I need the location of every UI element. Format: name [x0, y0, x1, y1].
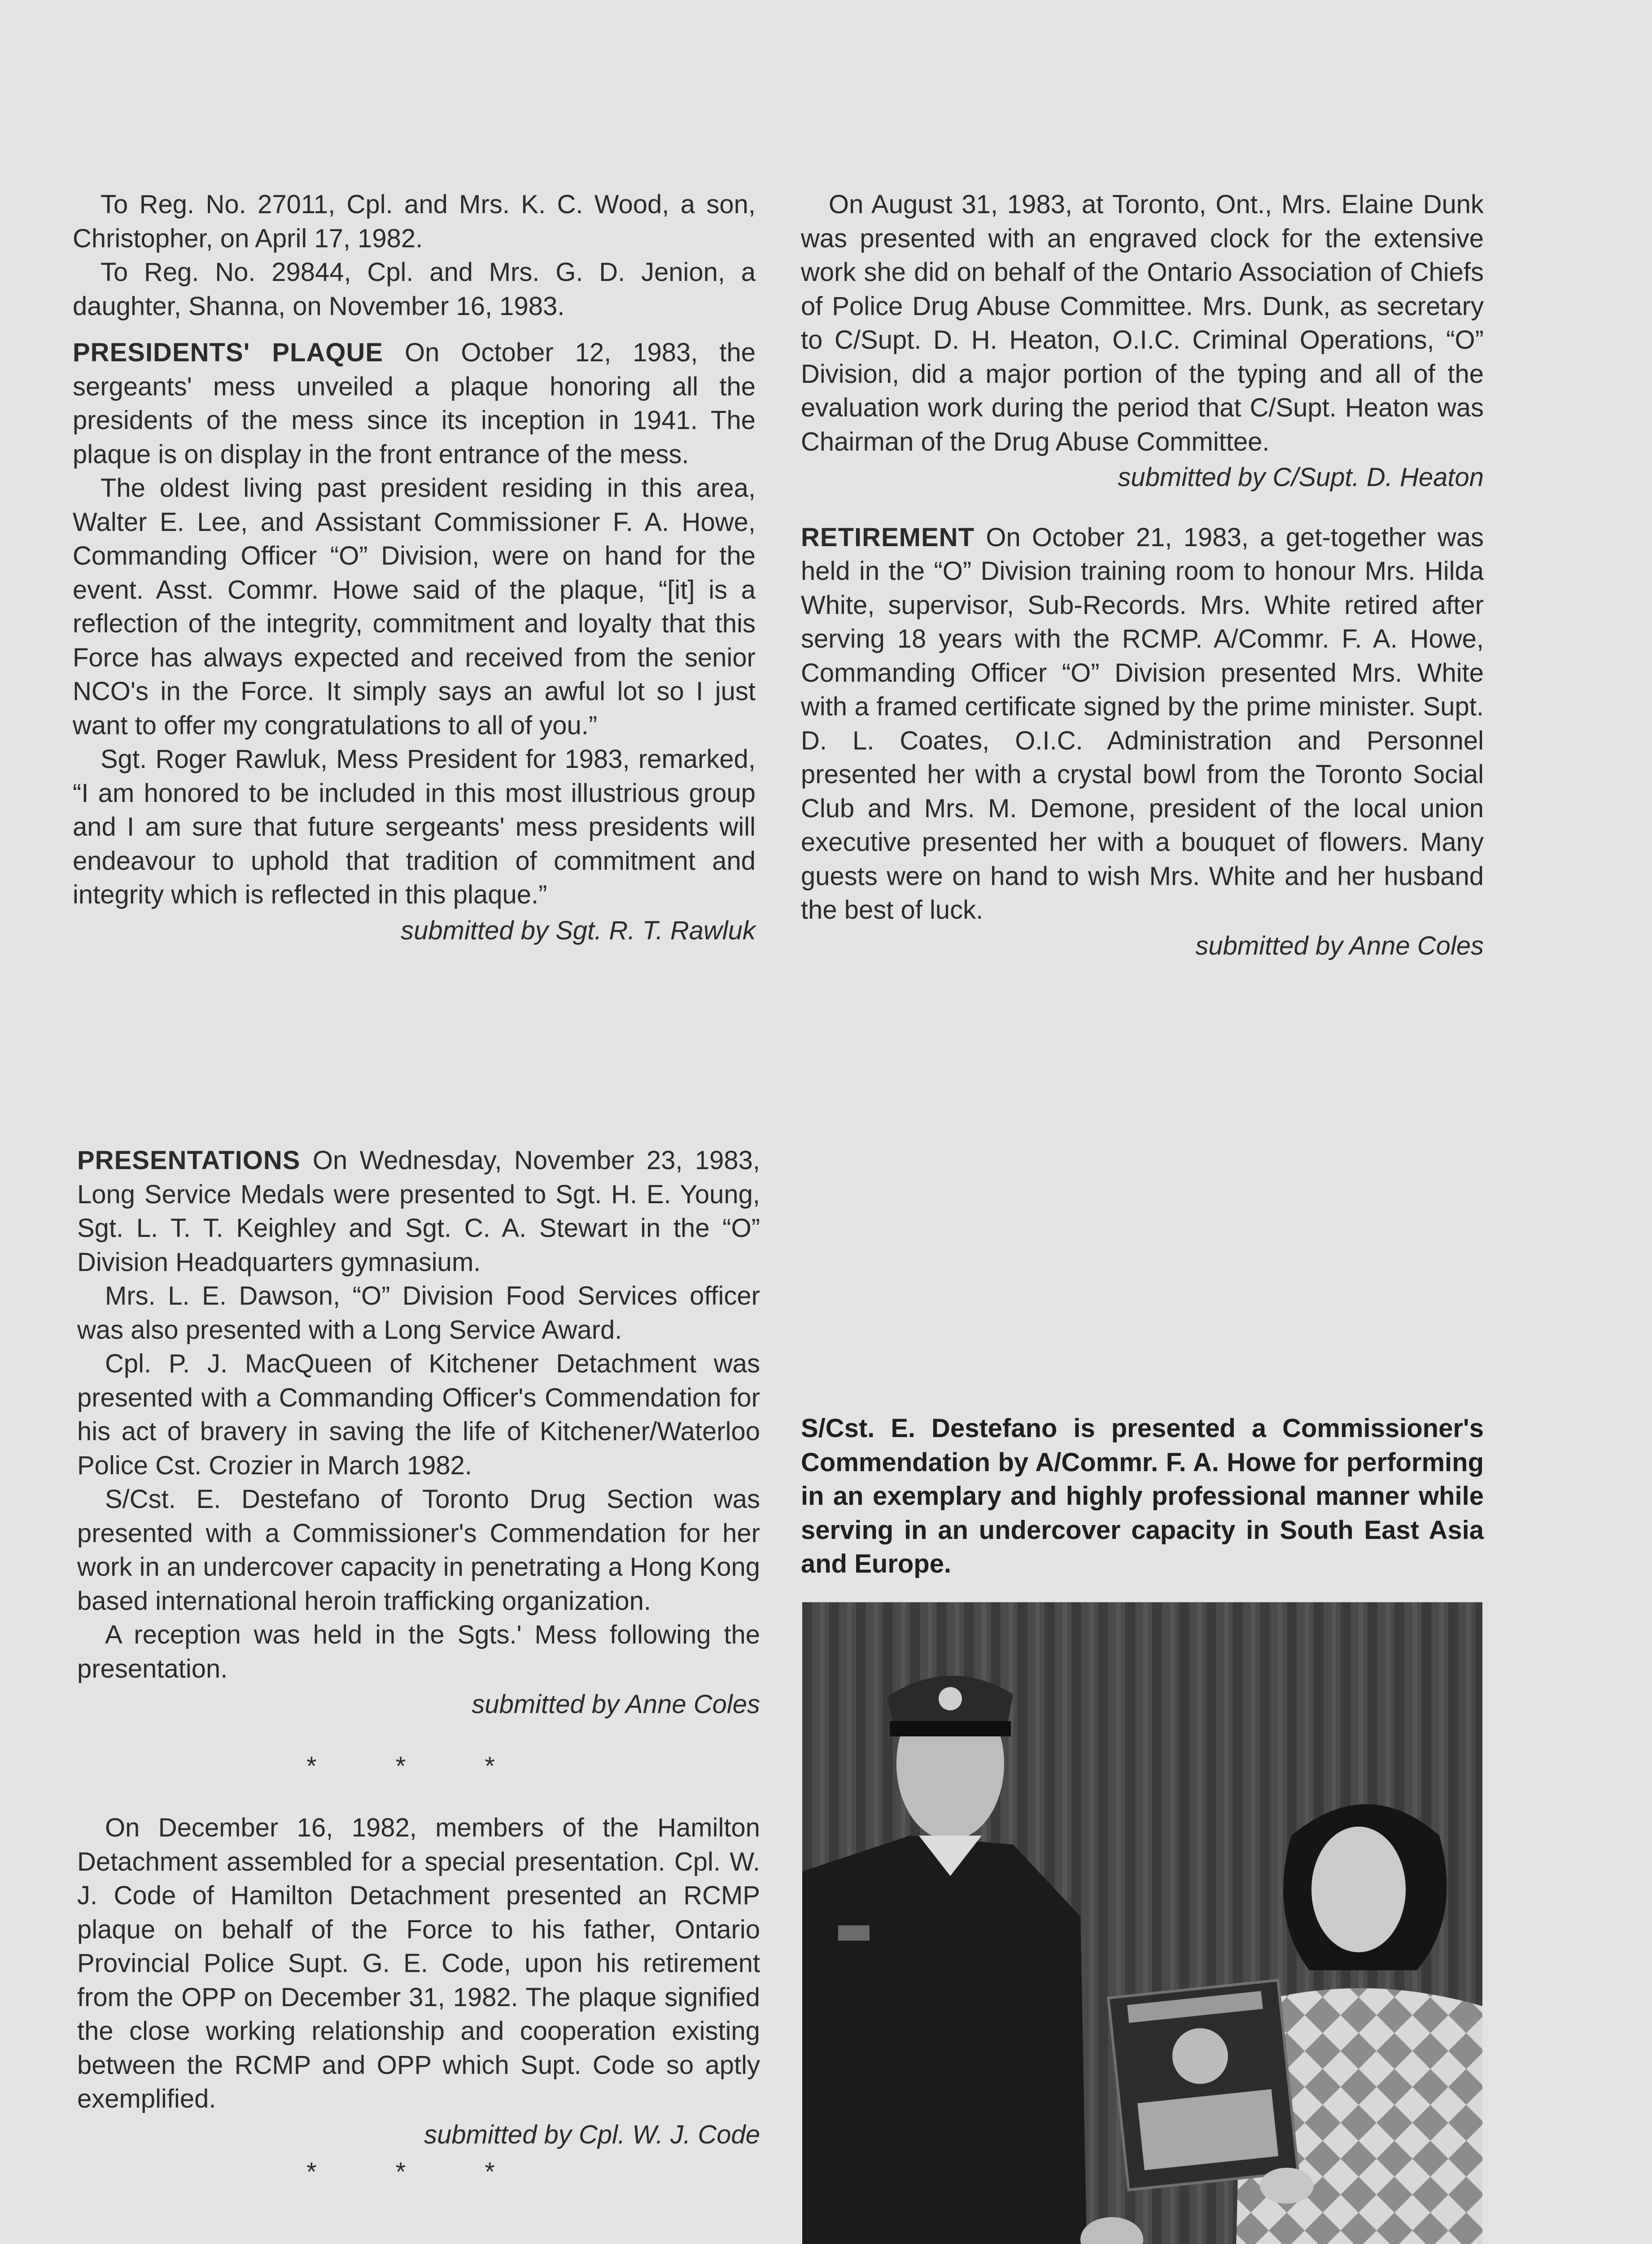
signature-coles-2: submitted by Anne Coles — [1195, 931, 1484, 960]
presidents-plaque-paragraph-3: Sgt. Roger Rawluk, Mess President for 1983, remarked, “I am honored to be included in this most illustrious group and I am sure that future sergeants' mess presidents will endeavour to uphold that tradition of commitment and integrity which is reflected in this plaque.” — [73, 745, 756, 909]
signature-code: submitted by Cpl. W. J. Code — [424, 2120, 760, 2149]
presentations-paragraph — [77, 1144, 760, 1279]
signature-coles: submitted by Anne Coles — [472, 1690, 760, 1719]
birth-notice: To Reg. No. 27011, Cpl. and Mrs. K. C. Wood, a son, Christopher, on April 17, 1982. — [73, 190, 756, 253]
presentations-text: On Wednesday, November 23, 1983, Long Service Medals were presented to Sgt. H. E. Young, Sgt. L. T. T. Keighley and Sgt. C. A. Stewart in the “O” Division Headquarters gymnasium. — [77, 1146, 760, 1277]
presidents-plaque-paragraph-2: The oldest living past president residing in this area, Walter E. Lee, and Assistant Commissioner F. A. Howe, Commanding Officer “O” Division, were on hand for the event. Asst. Commr. Howe said of the plaque, “[it] is a reflection of the integrity, commitment and loyalty that this Force has always expected and received from the senior NCO's in the Force. It simply says an awful lot so I just want to offer my congratulations to all of you.” — [73, 473, 756, 740]
section-separator: * * * — [306, 1751, 531, 1781]
right-column — [801, 188, 1484, 963]
dunk-paragraph: On August 31, 1983, at Toronto, Ont., Mrs. Elaine Dunk was presented with an engraved clock for the extensive work she did on behalf of the Ontario Association of Chiefs of Police Drug Abuse Committee. Mrs. Dunk, as secretary to C/Supt. D. H. Heaton, O.I.C. Criminal Operations, “O” Division, did a major portion of the typing and all of the evaluation work during the period that C/Supt. Heaton was Chairman of the Drug Abuse Committee. — [801, 190, 1484, 456]
left-column — [73, 188, 756, 947]
presidents-plaque-paragraph — [73, 336, 756, 471]
presidents-plaque-heading: PRESIDENTS' PLAQUE — [73, 338, 384, 367]
birth-notice: To Reg. No. 29844, Cpl. and Mrs. G. D. Jenion, a daughter, Shanna, on November 16, 1983. — [73, 258, 756, 321]
signature-heaton: submitted by C/Supt. D. Heaton — [1118, 463, 1484, 492]
retirement-paragraph — [801, 521, 1484, 927]
signature-rawluk: submitted by Sgt. R. T. Rawluk — [401, 916, 756, 945]
retirement-heading: RETIREMENT — [801, 522, 975, 552]
retirement-text: On October 21, 1983, a get-together was held in the “O” Division training room to honour Mrs. Hilda White, supervisor, Sub-Records. Mrs. White retired after serving 18 years with the RCMP. A/Commr. F. A. Howe, Commanding Officer “O” Division presented Mrs. White with a framed certificate signed by the prime minister. Supt. D. L. Coates, O.I.C. Administration and Personnel presented her with a crystal bowl from the Toronto Social Club and Mrs. M. Demone, president of the local union executive presented her with a bouquet of flowers. Many guests were on hand to wish Mrs. White and her husband the best of luck. — [801, 522, 1484, 925]
hamilton-paragraph: On December 16, 1982, members of the Hamilton Detachment assembled for a special presentation. Cpl. W. J. Code of Hamilton Detachment presented an RCMP plaque on behalf of the Force to his father, Ontario Provincial Police Supt. G. E. Code, upon his retirement from the OPP on December 31, 1982. The plaque signified the close working relationship and cooperation existing between the RCMP and OPP which Supt. Code so aptly exemplified. — [77, 1813, 760, 2113]
presentations-paragraph-4: S/Cst. E. Destefano of Toronto Drug Section was presented with a Commissioner's Commendation for her work in an undercover capacity in penetrating a Hong Kong based international heroin trafficking organization. — [77, 1485, 760, 1616]
section-separator-end: * * * — [306, 2157, 531, 2187]
presidents-plaque-text: On October 12, 1983, the sergeants' mess unveiled a plaque honoring all the presidents of the mess since its inception in 1941. The plaque is on display in the front entrance of the mess. — [73, 338, 756, 469]
presentation-photo — [802, 1602, 1482, 2244]
presentations-paragraph-3: Cpl. P. J. MacQueen of Kitchener Detachment was presented with a Commanding Officer's Commendation for his act of bravery in saving the life of Kitchener/Waterloo Police Cst. Crozier in March 1982. — [77, 1349, 760, 1480]
photo-caption: S/Cst. E. Destefano is presented a Commissioner's Commendation by A/Commr. F. A. Howe for performing in an exemplary and highly professional manner while serving in an undercover capacity in South East Asia and Europe. — [801, 1414, 1484, 1578]
left-column-lower — [77, 1144, 760, 2217]
presentations-paragraph-5: A reception was held in the Sgts.' Mess following the presentation. — [77, 1620, 760, 1683]
presentations-paragraph-2: Mrs. L. E. Dawson, “O” Division Food Services officer was also presented with a Long Service Award. — [77, 1281, 760, 1345]
presentations-heading: PRESENTATIONS — [77, 1146, 301, 1175]
